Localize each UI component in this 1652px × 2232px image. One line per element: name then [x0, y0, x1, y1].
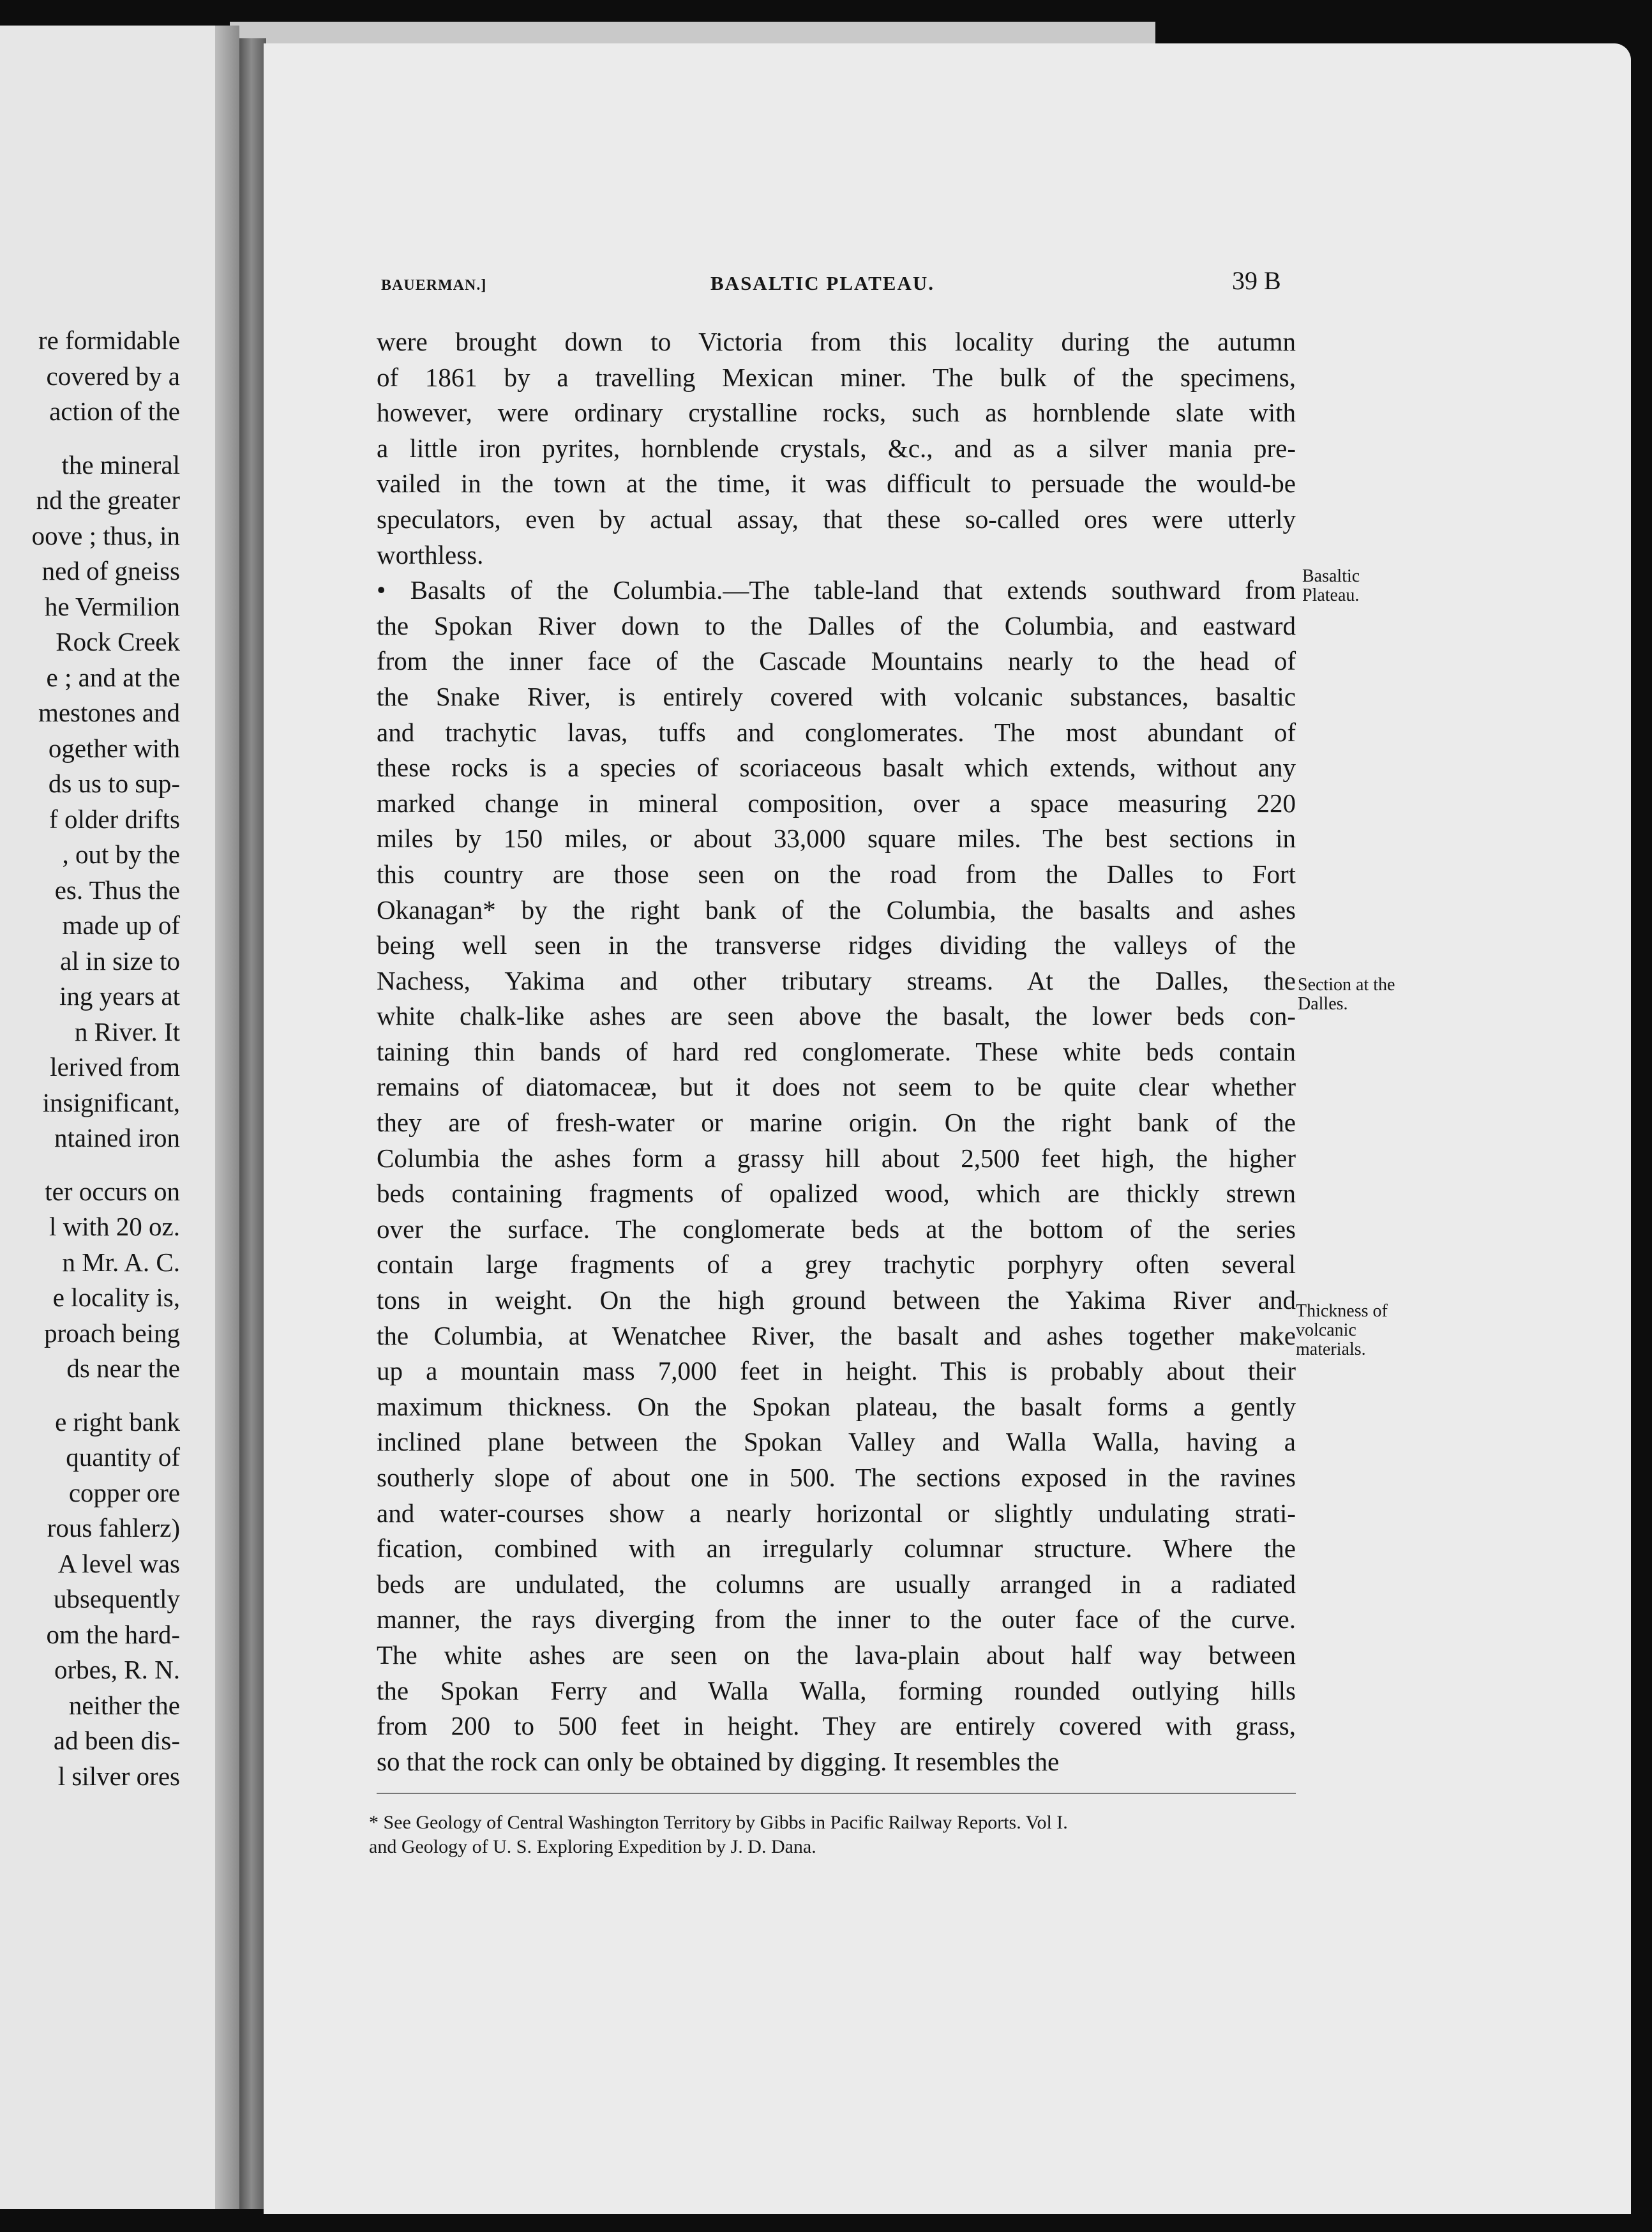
body-line: beds containing fragments of opalized wood, which are thickly strewn — [377, 1179, 1296, 1209]
left-page-line: made up of — [62, 910, 180, 940]
body-line: Nachess, Yakima and other tributary streams. At the Dalles, the — [377, 965, 1296, 995]
left-page-line: covered by a — [46, 361, 180, 391]
left-page-line: neither the — [68, 1690, 180, 1720]
sidenote-section-dalles — [1298, 976, 1395, 1014]
left-page-line: e right bank — [55, 1406, 180, 1436]
footnote-line: and Geology of U. S. Exploring Expedition by J. D. Dana. — [369, 1836, 816, 1857]
body-line: remains of diatomaceæ, but it does not seem to be quite clear whether — [377, 1072, 1296, 1102]
running-head-author: BAUERMAN.] — [381, 277, 487, 294]
left-page-line: om the hard- — [46, 1619, 180, 1649]
left-page-line: ogether with — [48, 733, 180, 763]
body-line: the Spokan Ferry and Walla Walla, forming rounded outlying hills — [377, 1675, 1296, 1705]
body-line: the Spokan River down to the Dalles of the Columbia, and eastward — [377, 610, 1296, 640]
left-page-line: ds us to sup- — [48, 769, 180, 798]
left-page-line: ned of gneiss — [41, 556, 180, 585]
left-page-line: ntained iron — [54, 1123, 180, 1152]
left-page-line: f older drifts — [49, 804, 180, 834]
body-line: worthless. — [377, 539, 484, 569]
footnote-rule — [377, 1793, 1296, 1794]
body-line: were brought down to Victoria from this locality during the autumn — [377, 327, 1296, 356]
body-line: inclined plane between the Spokan Valley and Walla Walla, having a — [377, 1427, 1296, 1457]
body-line: a little iron pyrites, hornblende crystals, &c., and as a silver mania pre- — [377, 433, 1296, 463]
body-line: beds are undulated, the columns are usually arranged in a radiated — [377, 1569, 1296, 1599]
sidenote-line: Dalles. — [1298, 994, 1348, 1014]
sidenote-line: volcanic — [1296, 1320, 1356, 1340]
left-page-line: e locality is, — [52, 1283, 180, 1312]
sidenote-line: Basaltic — [1302, 566, 1360, 586]
left-page-line: mestones and — [38, 698, 180, 727]
body-text — [377, 324, 1296, 1779]
footnote-line: * See Geology of Central Washington Territory by Gibbs in Pacific Railway Reports. Vol I. — [369, 1812, 1068, 1833]
left-page-line: , out by the — [62, 840, 180, 869]
scan-top-edge — [230, 22, 1155, 43]
body-line: miles by 150 miles, or about 33,000 square miles. The best sections in — [377, 824, 1296, 854]
left-page-line: es. Thus the — [54, 875, 180, 905]
body-line: the Snake River, is entirely covered with volcanic substances, basaltic — [377, 681, 1296, 711]
left-page-text — [0, 323, 180, 1794]
body-line: southerly slope of about one in 500. The sections exposed in the ravines — [377, 1463, 1296, 1492]
left-page-line: nd the greater — [36, 485, 180, 515]
left-page-line: n River. It — [74, 1016, 180, 1046]
body-line: white chalk-like ashes are seen above the basalt, the lower beds con- — [377, 1001, 1296, 1031]
body-line: contain large fragments of a grey trachytic porphyry often several — [377, 1249, 1296, 1279]
sidenote-line: Section at the — [1298, 975, 1395, 995]
left-page-line: insignificant, — [42, 1087, 180, 1117]
left-page-line: action of the — [49, 396, 180, 426]
left-page-line: A level was — [57, 1548, 180, 1578]
body-line: and water-courses show a nearly horizontal or slightly undulating strati- — [377, 1498, 1296, 1528]
body-line: from 200 to 500 feet in height. They are entirely covered with grass, — [377, 1711, 1296, 1741]
body-line: maximum thickness. On the Spokan plateau, the basalt forms a gently — [377, 1391, 1296, 1421]
body-line: up a mountain mass 7,000 feet in height. This is probably about their — [377, 1356, 1296, 1386]
body-line: being well seen in the transverse ridges dividing the valleys of the — [377, 930, 1296, 960]
left-page-line: oove ; thus, in — [31, 520, 180, 550]
left-page-line: proach being — [44, 1318, 180, 1348]
body-line: this country are those seen on the road from the Dalles to Fort — [377, 859, 1296, 889]
body-line: • Basalts of the Columbia.—The table-land that extends southward from — [377, 575, 1296, 605]
body-line: tons in weight. On the high ground between the Yakima River and — [377, 1285, 1296, 1315]
footnote — [369, 1811, 1295, 1859]
body-line: fication, combined with an irregularly columnar structure. Where the — [377, 1534, 1296, 1564]
body-line: The white ashes are seen on the lava-plain about half way between — [377, 1640, 1296, 1670]
page-number: 39 B — [1232, 266, 1281, 295]
left-page-paragraph-gap — [0, 430, 180, 448]
left-page-line: lerived from — [50, 1052, 180, 1082]
sidenote-basaltic-plateau — [1302, 567, 1360, 605]
body-line: of 1861 by a travelling Mexican miner. The bulk of the specimens, — [377, 362, 1296, 392]
left-page-line: orbes, R. N. — [54, 1655, 180, 1684]
body-line: manner, the rays diverging from the inner to the outer face of the curve. — [377, 1604, 1296, 1634]
left-page-line: copper ore — [68, 1477, 180, 1507]
sidenote-line: materials. — [1296, 1339, 1366, 1359]
body-line: and trachytic lavas, tuffs and conglomerates. The most abundant of — [377, 717, 1296, 747]
book-spine — [239, 38, 266, 2209]
left-page-line: ubsequently — [53, 1584, 180, 1613]
body-line: the Columbia, at Wenatchee River, the basalt and ashes together make — [377, 1320, 1296, 1350]
left-page-gutter — [215, 26, 239, 2209]
body-line: Okanagan* by the right bank of the Columbia, the basalts and ashes — [377, 894, 1296, 924]
left-page-line: quantity of — [66, 1442, 180, 1472]
body-line: taining thin bands of hard red conglomerate. These white beds contain — [377, 1036, 1296, 1066]
body-line: they are of fresh-water or marine origin. On the right bank of the — [377, 1108, 1296, 1138]
body-line: over the surface. The conglomerate beds at the bottom of the series — [377, 1214, 1296, 1244]
left-page-line: ad been dis- — [53, 1726, 180, 1755]
body-line: marked change in mineral composition, over a space measuring 220 — [377, 788, 1296, 818]
left-page-line: l silver ores — [57, 1761, 180, 1791]
body-line: vailed in the town at the time, it was difficult to persuade the would-be — [377, 469, 1296, 499]
left-page-line: rous fahlerz) — [47, 1513, 180, 1542]
body-line: these rocks is a species of scoriaceous basalt which extends, without any — [377, 753, 1296, 783]
sidenote-line: Plateau. — [1302, 585, 1360, 605]
left-page-line: ter occurs on — [45, 1176, 180, 1206]
left-page-line: n Mr. A. C. — [62, 1247, 180, 1277]
body-line: however, were ordinary crystalline rocks, such as hornblende slate with — [377, 398, 1296, 428]
left-page-line: ing years at — [59, 981, 180, 1011]
left-page-line: e ; and at the — [46, 662, 180, 692]
left-page-line: the mineral — [61, 449, 180, 479]
left-page-paragraph-gap — [0, 1387, 180, 1405]
body-line: Columbia the ashes form a grassy hill about 2,500 feet high, the higher — [377, 1143, 1296, 1173]
left-page-line: al in size to — [60, 946, 180, 976]
body-line: so that the rock can only be obtained by digging. It resembles the — [377, 1746, 1060, 1776]
body-line: speculators, even by actual assay, that these so-called ores were utterly — [377, 504, 1296, 534]
left-page-line: he Vermilion — [44, 591, 180, 621]
left-page-paragraph-gap — [0, 1156, 180, 1174]
left-page-line: ds near the — [66, 1354, 180, 1383]
body-line: from the inner face of the Cascade Mountains nearly to the head of — [377, 646, 1296, 676]
left-page-line: Rock Creek — [56, 627, 180, 656]
running-head-title: BASALTIC PLATEAU. — [710, 272, 935, 294]
left-page-fragment — [0, 26, 239, 2209]
left-page-line: l with 20 oz. — [49, 1212, 180, 1241]
sidenote-thickness — [1296, 1302, 1388, 1359]
left-page-line: re formidable — [38, 326, 180, 355]
sidenote-line: Thickness of — [1296, 1301, 1388, 1321]
